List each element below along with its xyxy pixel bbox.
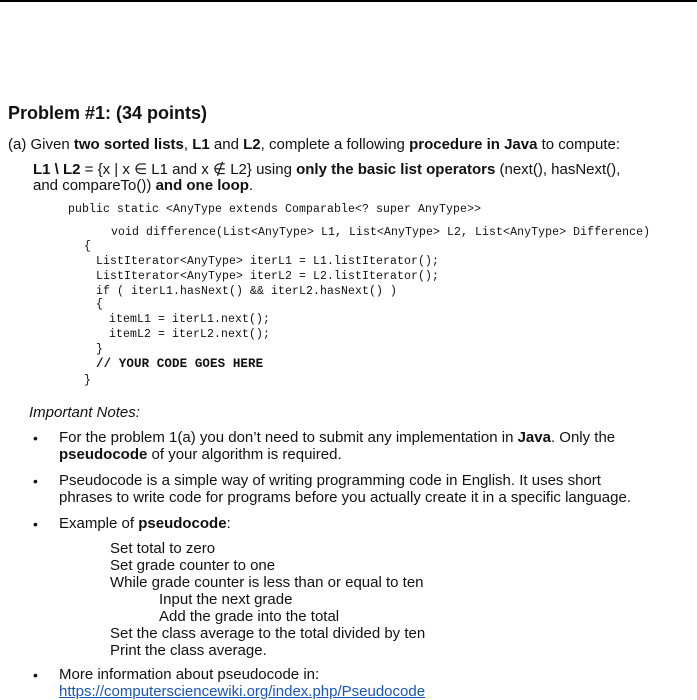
code-line: public static <AnyType extends Comparable<? super AnyType>> — [68, 203, 482, 216]
pseudocode-line: Set grade counter to one — [110, 557, 276, 574]
top-border — [0, 0, 697, 2]
code-line: } — [84, 374, 92, 387]
part-a-line2: L1 \ L2 = {x | x ∈ L1 and x ∉ L2} using only the basic list operators (next(), hasNext(), — [33, 161, 621, 178]
problem-title: Problem #1: (34 points) — [8, 103, 208, 123]
note-1-line2: pseudocode of your algorithm is required. — [59, 446, 342, 463]
code-line: void difference(List<AnyType> L1, List<AnyType> L2, List<AnyType> Difference) — [111, 226, 651, 239]
note-2-line2: phrases to write code for programs before you actually create it in a specific language. — [59, 489, 631, 506]
procedure-in-java: procedure in Java — [409, 136, 538, 153]
pseudocode-line: While grade counter is less than or equal to ten — [110, 574, 424, 591]
bullet-icon: • — [33, 667, 38, 683]
pseudocode-line: Set the class average to the total divided by ten — [110, 625, 426, 642]
pseudocode-line: Print the class average. — [110, 642, 267, 659]
code-line: ListIterator<AnyType> iterL2 = L2.listIterator(); — [96, 270, 440, 283]
notes-heading: Important Notes: — [29, 404, 140, 421]
pseudocode-line: Add the grade into the total — [159, 608, 340, 625]
pseudocode-line: Set total to zero — [110, 540, 216, 557]
note-1-line1: For the problem 1(a) you don’t need to submit any implementation in Java. Only the — [59, 429, 616, 446]
part-a-line3: and compareTo()) and one loop. — [33, 177, 254, 194]
code-line: { — [84, 240, 92, 253]
code-line: ListIterator<AnyType> iterL1 = L1.listIterator(); — [96, 255, 440, 268]
code-line: { — [96, 298, 104, 311]
bullet-icon: • — [33, 473, 38, 489]
code-line: if ( iterL1.hasNext() && iterL2.hasNext() ) — [96, 285, 398, 298]
pseudocode-line: Input the next grade — [159, 591, 293, 608]
code-comment: // YOUR CODE GOES HERE — [96, 357, 264, 371]
code-line: itemL2 = iterL2.next(); — [109, 328, 271, 341]
note-4: More information about pseudocode in: — [59, 666, 320, 683]
note-3: Example of pseudocode: — [59, 515, 231, 532]
pseudocode-link[interactable]: https://computersciencewiki.org/index.php/Pseudocode — [59, 683, 426, 700]
code-line: itemL1 = iterL1.next(); — [109, 313, 271, 326]
part-a-line1: (a) Given two sorted lists, L1 and L2, complete a following procedure in Java to compute: — [8, 136, 620, 153]
code-line: } — [96, 343, 104, 356]
two-sorted-lists: two sorted lists — [73, 136, 184, 153]
bullet-icon: • — [33, 430, 38, 446]
note-2-line1: Pseudocode is a simple way of writing programming code in English. It uses short — [59, 472, 601, 489]
bullet-icon: • — [33, 516, 38, 532]
set-difference-formula: L1 \ L2 — [33, 161, 81, 178]
